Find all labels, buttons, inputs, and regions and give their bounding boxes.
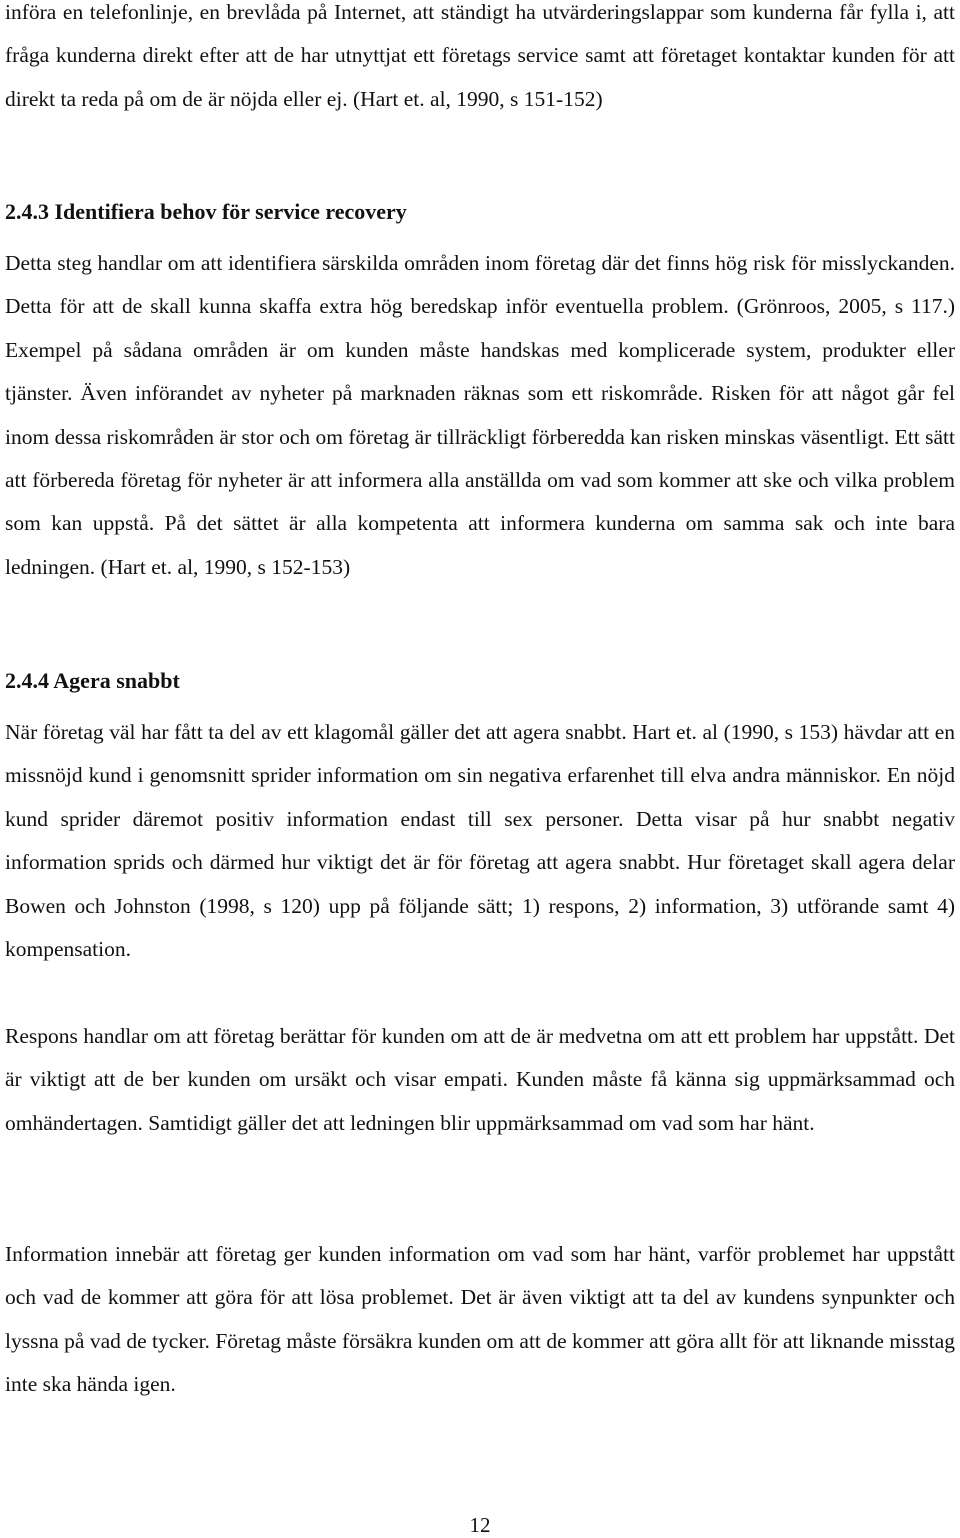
body-paragraph: Information innebär att företag ger kunden information om vad som har hänt, varför problemet har uppstått och vad de kommer att göra för att lösa problemet. Det är även viktigt att ta del av kundens synpunkter och lyssna på vad de tycker. Företag måste försäkra kunden om att de kommer att göra allt för att liknande misstag inte ska hända igen. bbox=[5, 1242, 955, 1397]
section-heading: 2.4.4 Agera snabbt bbox=[5, 668, 180, 693]
body-paragraph: Detta steg handlar om att identifiera särskilda områden inom företag där det finns hög risk för misslyckanden. Detta för att de skall kunna skaffa extra hög beredskap inför eventuella problem. (Grönroos, 2005, s 117.) Exempel på sådana områden är om kunden måste handskas med komplicerade system, produkter eller tjänster. Även införandet av nyheter på marknaden räknas som ett riskområde. Risken för att något går fel inom dessa riskområden är stor och om företag är tillräckligt förberedda kan risken minskas väsentligt. Ett sätt att förbereda företag för nyheter är att informera alla anställda om vad som kommer att ske och vilka problem som kan uppstå. På det sättet är alla kompetenta att informera kunderna om samma sak och inte bara ledningen. (Hart et. al, 1990, s 152-153) bbox=[5, 251, 955, 579]
body-paragraph: Respons handlar om att företag berättar för kunden om att de är medvetna om att ett problem har uppstått. Det är viktigt att de ber kunden om ursäkt och visar empati. Kunden måste få känna sig uppmärksammad och omhändertagen. Samtidigt gäller det att ledningen blir uppmärksammad om vad som har hänt. bbox=[5, 1024, 955, 1135]
page-number: 12 bbox=[469, 1513, 491, 1537]
body-paragraph: införa en telefonlinje, en brevlåda på Internet, att ständigt ha utvärderingslappar som kunderna får fylla i, att fråga kunderna direkt efter att de har utnyttjat ett företags service samt att företaget kontaktar kunden för att direkt ta reda på om de är nöjda eller ej. (Hart et. al, 1990, s 151-152) bbox=[5, 0, 955, 111]
section-heading: 2.4.3 Identifiera behov för service recovery bbox=[5, 199, 407, 224]
body-paragraph: När företag väl har fått ta del av ett klagomål gäller det att agera snabbt. Hart et. al (1990, s 153) hävdar att en missnöjd kund i genomsnitt sprider information om sin negativa erfarenhet till elva andra människor. En nöjd kund sprider däremot positiv information endast till sex personer. Detta visar på hur snabbt negativ information sprids och därmed hur viktigt det är för företag att agera snabbt. Hur företaget skall agera delar Bowen och Johnston (1998, s 120) upp på följande sätt; 1) respons, 2) information, 3) utförande samt 4) kompensation. bbox=[5, 720, 955, 962]
